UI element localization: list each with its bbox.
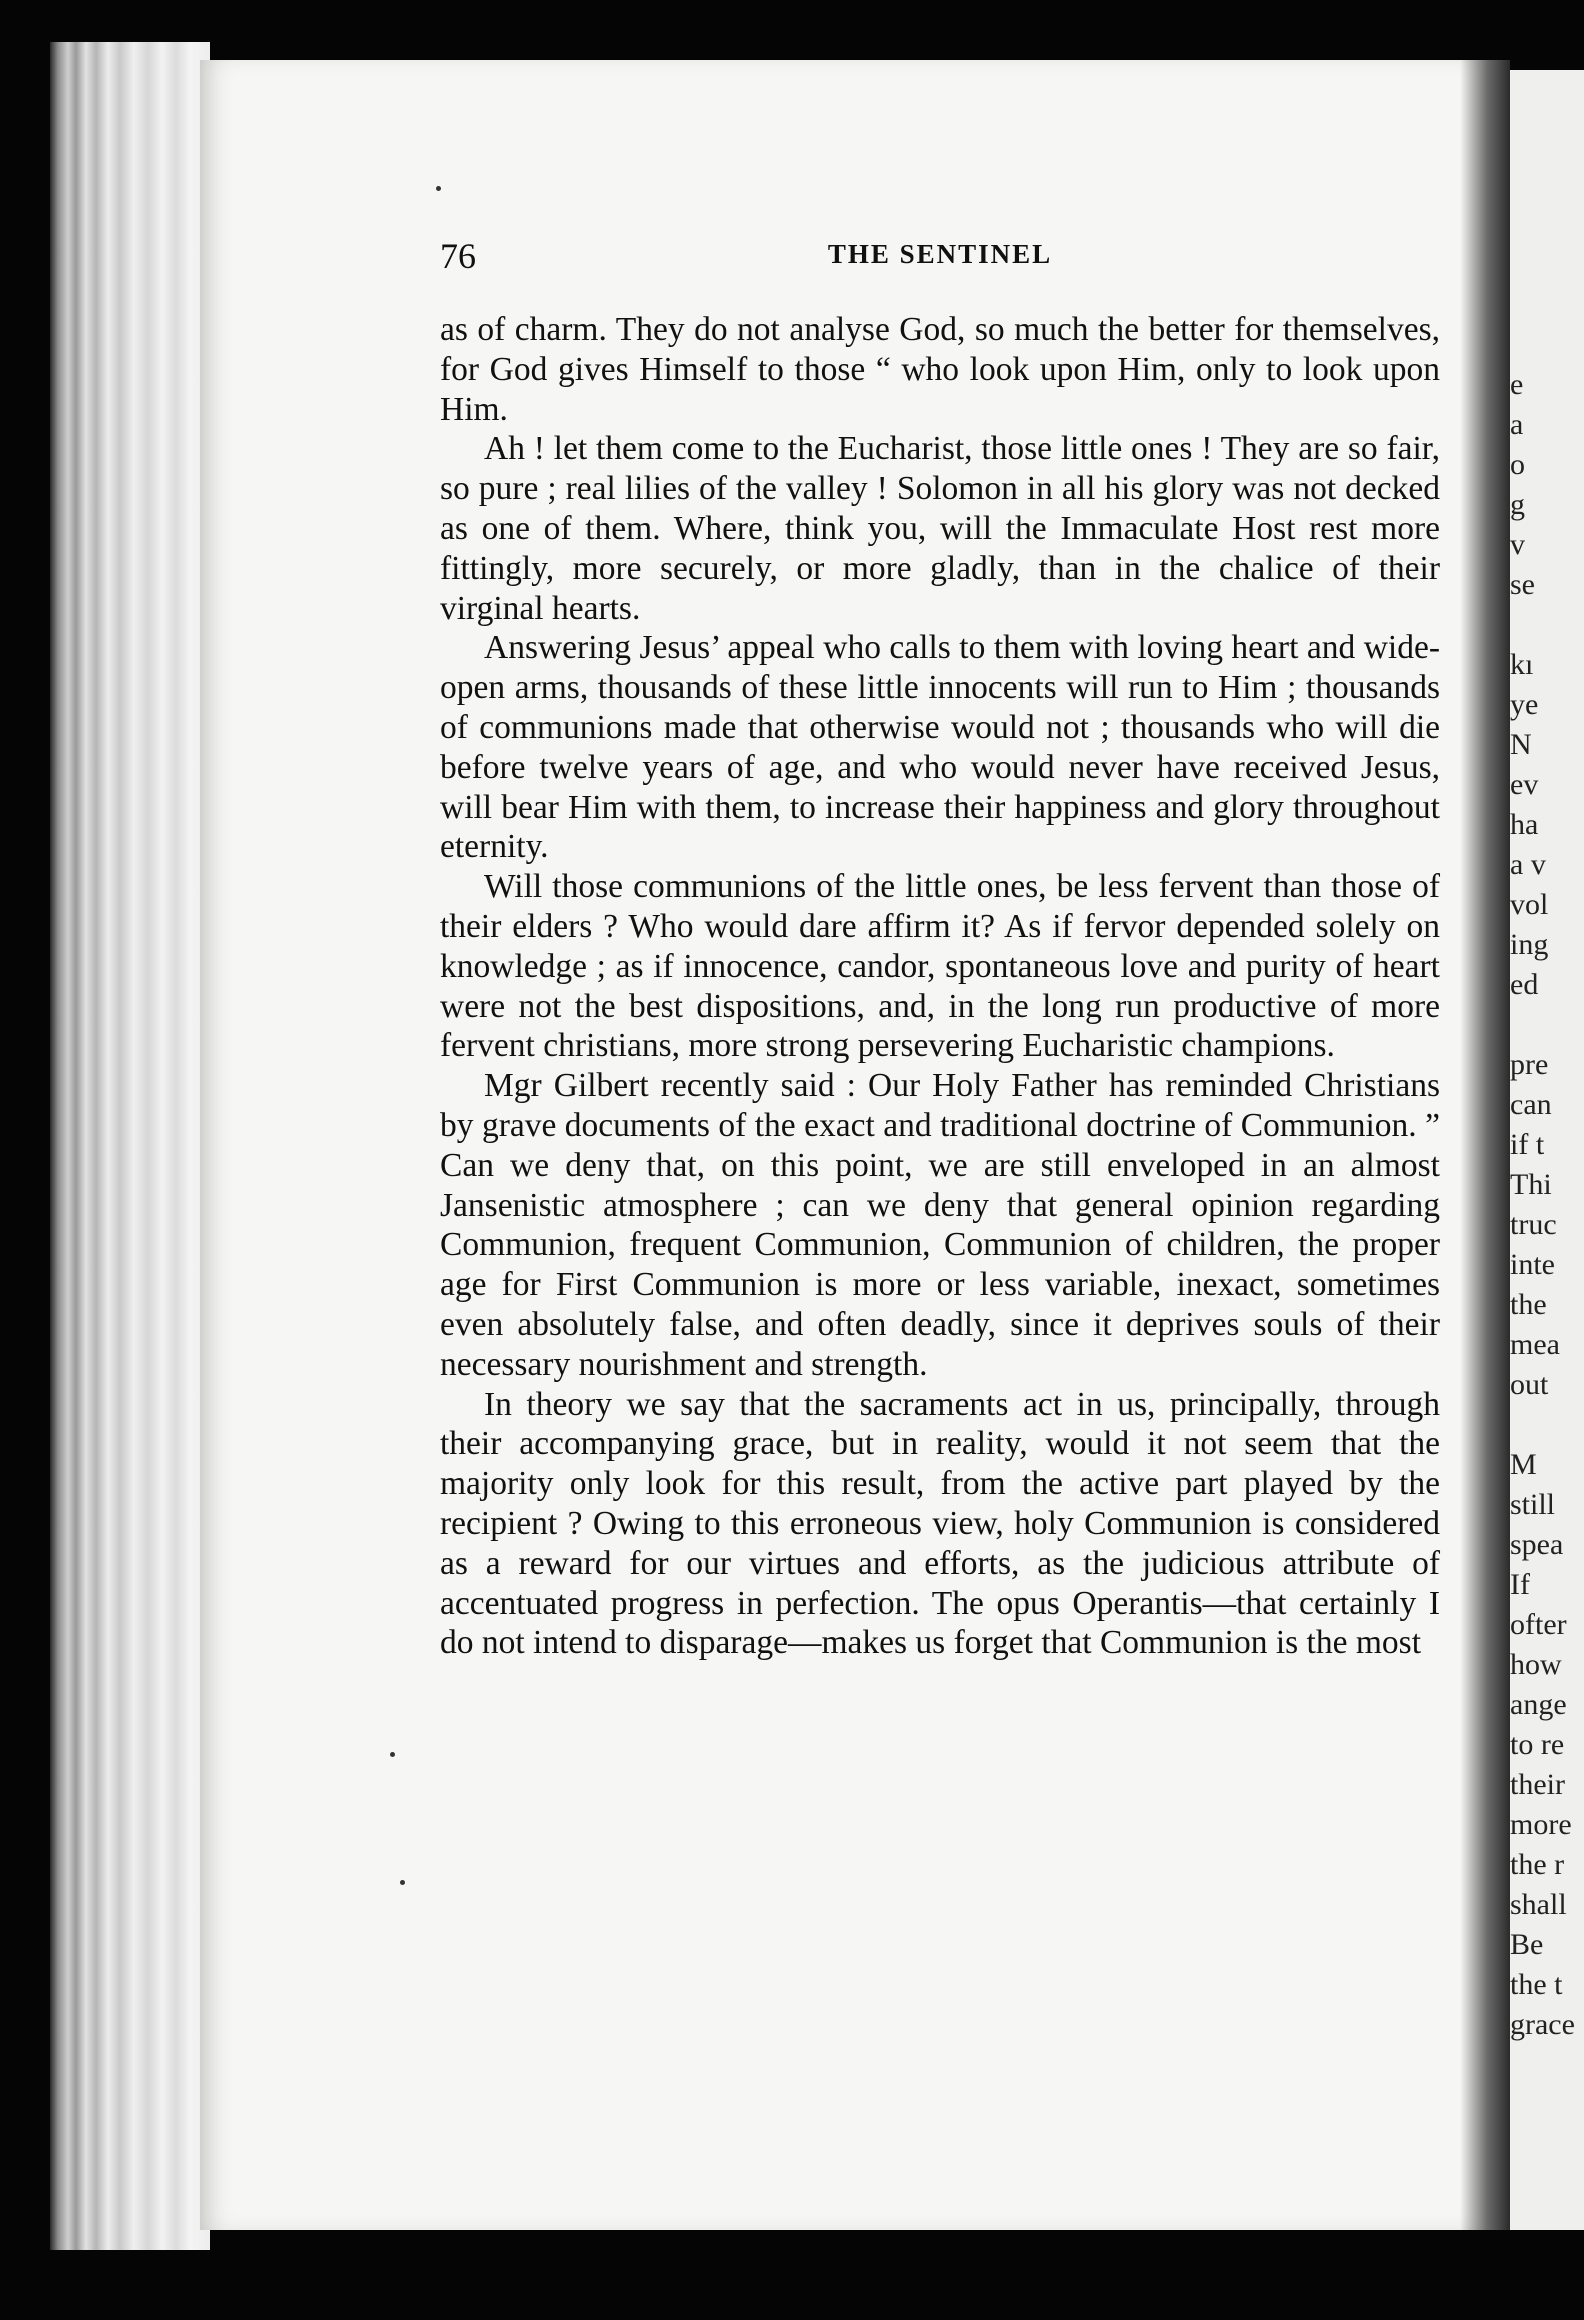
- facing-page-fragment: g: [1510, 488, 1525, 521]
- paragraph: Ah ! let them come to the Eucharist, those little ones ! They are so fair, so pure ; real lilies of the valley ! Solomon in all his glory was not decked as one of them. Where, think you, will the Immaculate Host rest more fittingly, more securely, or more gladly, than in the chalice of their virginal hearts.: [440, 430, 1440, 627]
- facing-page-edge: [1510, 70, 1584, 2230]
- facing-page-fragment: If: [1510, 1568, 1530, 1601]
- facing-page-fragment: mea: [1510, 1328, 1560, 1361]
- facing-page-fragment: ye: [1510, 688, 1539, 721]
- facing-page-fragment: their: [1510, 1768, 1565, 1801]
- facing-page-fragment: M: [1510, 1448, 1537, 1481]
- facing-page-fragment: ev: [1510, 768, 1539, 801]
- facing-page-fragment: truc: [1510, 1208, 1557, 1241]
- paragraph: In theory we say that the sacraments act in us, principally, through their accompanying grace, but in reality, would it not seem that the majority only look for this result, from the active part played by the recipient ? Owing to this erroneous view, holy Communion is considered as a reward for our virtues and efforts, as the judicious attribute of accentuated progress in perfection. The opus Operantis—that certainly I do not intend to disparage—makes us forget that Communion is the most: [440, 1385, 1440, 1662]
- facing-page-fragment: spea: [1510, 1528, 1564, 1561]
- body-text: [440, 310, 1440, 1663]
- facing-page-fragment: can: [1510, 1088, 1552, 1121]
- facing-page-fragment: to re: [1510, 1728, 1565, 1761]
- facing-page-fragment: out: [1510, 1368, 1549, 1401]
- facing-page-fragment: the r: [1510, 1848, 1565, 1881]
- facing-page-fragment: the: [1510, 1288, 1547, 1321]
- paragraph: as of charm. They do not analyse God, so much the better for themselves, for God gives Himself to those “ who look upon Him, only to look upon Him.: [440, 311, 1440, 428]
- facing-page-fragment: Thi: [1510, 1168, 1552, 1201]
- ink-speck: [436, 186, 441, 191]
- paragraph: Answering Jesus’ appeal who calls to them with loving heart and wide-open arms, thousands of these little innocents will run to Him ; thousands of communions made that otherwise would not ; thousands who will die before twelve years of age, and who would never have received Jesus, will bear Him with them, to increase their happiness and glory throughout eternity.: [440, 629, 1440, 866]
- ink-speck: [390, 1752, 395, 1757]
- facing-page-fragment: e: [1510, 368, 1524, 401]
- facing-page-fragment: still: [1510, 1488, 1556, 1521]
- book-gutter-shadow: [1460, 60, 1510, 2230]
- running-head: [440, 235, 1440, 275]
- paragraph: Mgr Gilbert recently said : Our Holy Father has reminded Christians by grave documents of the exact and traditional doctrine of Communion. ” Can we deny that, on this point, we are still enveloped in an almost Jansenistic atmosphere ; can we deny that general opinion regarding Communion, frequent Communion, Communion of children, the proper age for First Communion is more or less variable, inexact, sometimes even absolutely false, and often deadly, since it deprives souls of their necessary nourishment and strength.: [440, 1067, 1440, 1383]
- facing-page-fragment: ha: [1510, 808, 1539, 841]
- facing-page-fragment: se: [1510, 568, 1535, 601]
- facing-page-fragment: kı: [1510, 648, 1534, 681]
- facing-page-fragment: vol: [1510, 888, 1549, 921]
- facing-page-fragment: more: [1510, 1808, 1572, 1841]
- facing-page-fragment: ing: [1510, 928, 1549, 961]
- facing-page-fragment: ed: [1510, 968, 1539, 1001]
- facing-page-fragment: pre: [1510, 1048, 1549, 1081]
- facing-page-fragment: if t: [1510, 1128, 1545, 1161]
- facing-page-fragment: shall: [1510, 1888, 1567, 1921]
- page-block-edge: [50, 42, 210, 2250]
- page-number: 76: [440, 236, 476, 276]
- facing-page-fragment: the t: [1510, 1968, 1563, 2001]
- facing-page-fragment: o: [1510, 448, 1525, 481]
- journal-title: THE SENTINEL: [827, 239, 1053, 269]
- facing-page-fragment: Be: [1510, 1928, 1544, 1961]
- paragraph: Will those communions of the little ones, be less fervent than those of their elders ? Who would dare affirm it? As if fervor depended solely on knowledge ; as if innocence, candor, spontaneous love and purity of heart were not the best dispositions, and, in the long run productive of more fervent christians, more strong persevering Eucharistic champions.: [440, 868, 1440, 1065]
- facing-page-fragment: a: [1510, 408, 1524, 441]
- facing-page-fragment: ofter: [1510, 1608, 1567, 1641]
- facing-page-fragment: how: [1510, 1648, 1562, 1681]
- facing-page-fragment: a v: [1510, 848, 1546, 881]
- ink-speck: [400, 1880, 405, 1885]
- facing-page-fragment: ange: [1510, 1688, 1567, 1721]
- facing-page-fragment: N: [1510, 728, 1532, 761]
- facing-page-fragment: inte: [1510, 1248, 1555, 1281]
- facing-page-fragment: v: [1510, 528, 1525, 561]
- facing-page-fragment: grace: [1510, 2008, 1575, 2041]
